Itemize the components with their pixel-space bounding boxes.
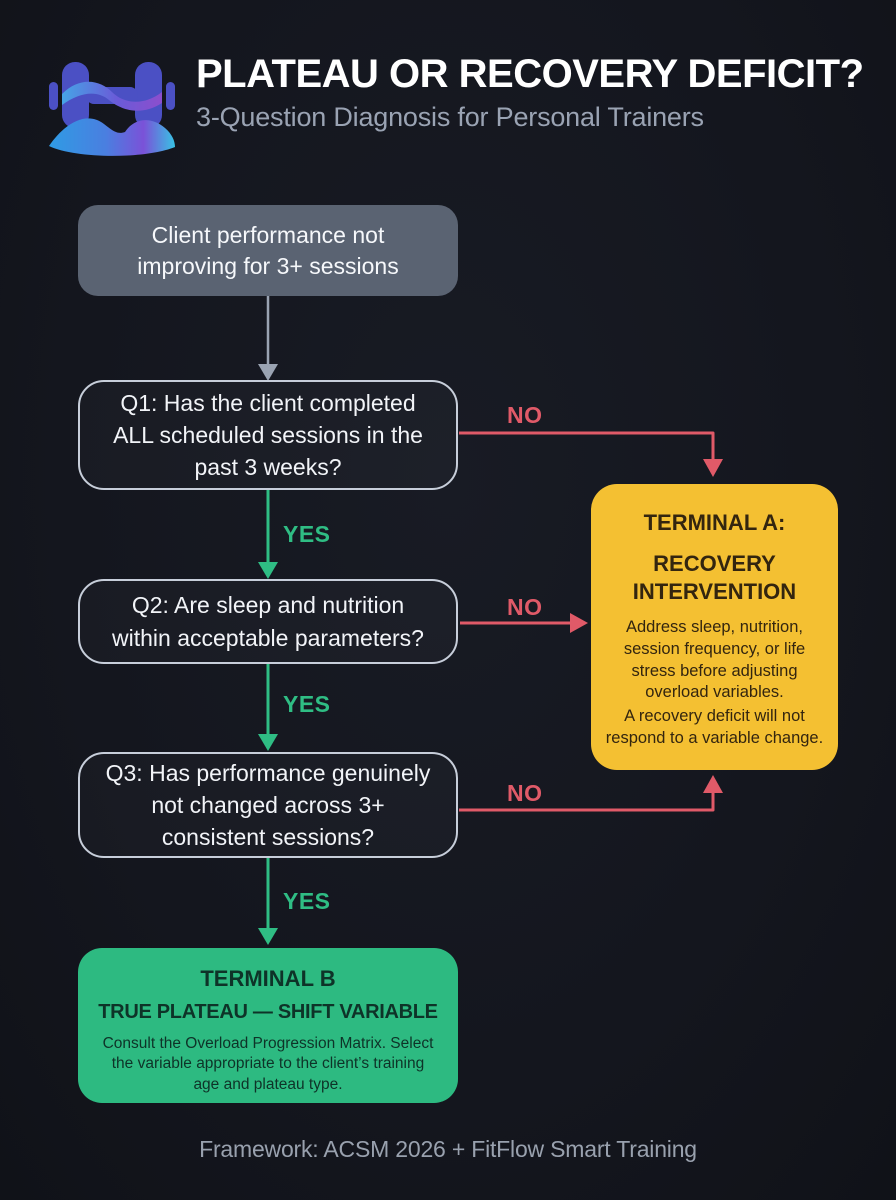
question-node-q3: [78, 752, 458, 858]
terminal-b-subtitle: TRUE PLATEAU — SHIFT VARIABLE: [98, 1001, 438, 1023]
start-node-text: Client performance not improving for 3+ sessions: [137, 222, 399, 279]
arrowhead-q1-no: [703, 459, 723, 477]
edge-label-q2-yes: YES: [283, 691, 331, 717]
q1-text: Q1: Has the client completed ALL scheduled sessions in the past 3 weeks?: [113, 389, 423, 481]
terminal-a-body-2: A recovery deficit will not respond to a variable change.: [605, 707, 824, 747]
edge-label-q2-no: NO: [507, 594, 543, 620]
terminal-a-node: [591, 484, 838, 770]
edge-label-q1-no: NO: [507, 402, 543, 428]
question-node-q2: [78, 579, 458, 664]
arrowhead-q3-no: [703, 775, 723, 793]
start-node: [78, 205, 458, 296]
q3-text: Q3: Has performance genuinely not changed across 3+ consistent sessions?: [105, 759, 431, 851]
arrowhead-q2-no: [570, 613, 588, 633]
terminal-a-title: TERMINAL A:: [643, 510, 786, 535]
edge-label-q1-yes: YES: [283, 521, 331, 547]
terminal-b-title: TERMINAL B: [200, 966, 336, 991]
terminal-b-body: Consult the Overload Progression Matrix. Select the variable appropriate to the client’s training age and plateau type.: [102, 1035, 434, 1093]
terminal-b-node: [78, 948, 458, 1103]
q2-text: Q2: Are sleep and nutrition within acceptable parameters?: [112, 592, 424, 651]
edge-label-q3-no: NO: [507, 780, 543, 806]
question-node-q1: [78, 380, 458, 490]
edge-q3-no: [459, 792, 713, 810]
fitflow-dumbbell-wave-logo: [46, 48, 178, 162]
page-title: PLATEAU OR RECOVERY DEFICIT?: [196, 52, 864, 96]
edge-label-q3-yes: YES: [283, 888, 331, 914]
arrowhead-q2-yes: [258, 734, 278, 751]
arrowhead-start-to-q1: [258, 364, 278, 381]
terminal-a-body-1: Address sleep, nutrition, session frequency, or life stress before adjusting overload variables.: [623, 618, 806, 702]
footer-framework-note: Framework: ACSM 2026 + FitFlow Smart Training: [199, 1136, 697, 1162]
arrowhead-q1-yes: [258, 562, 278, 579]
page-subtitle: 3-Question Diagnosis for Personal Trainers: [196, 102, 704, 132]
terminal-a-subtitle: RECOVERY INTERVENTION: [632, 551, 797, 604]
edge-q1-no: [459, 433, 713, 460]
arrowhead-q3-yes: [258, 928, 278, 945]
header: [0, 0, 896, 175]
